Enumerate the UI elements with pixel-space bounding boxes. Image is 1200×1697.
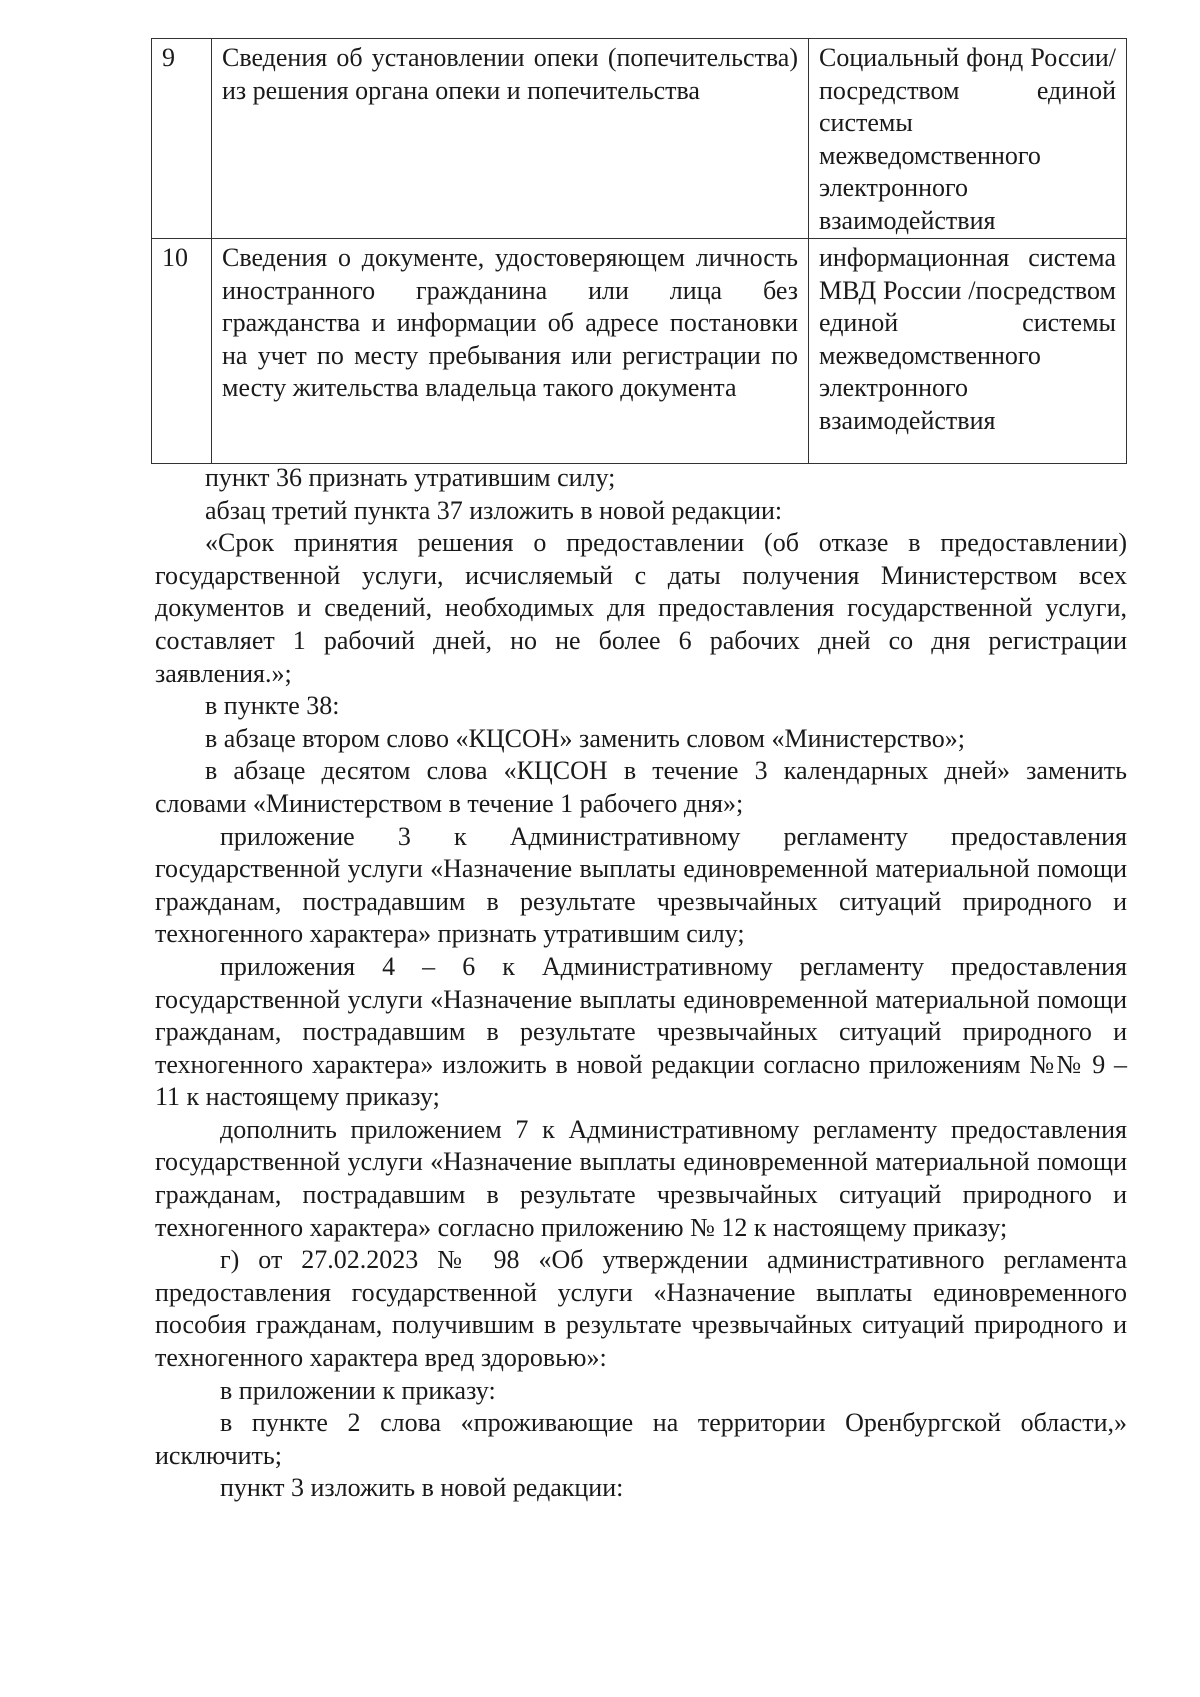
paragraph: абзац третий пункта 37 изложить в новой редакции: <box>205 495 783 525</box>
paragraph: в абзаце втором слово «КЦСОН» заменить словом «Министерство»; <box>205 723 965 753</box>
row-number: 10 <box>152 239 212 464</box>
paragraph: в пункте 2 слова «проживающие на территории Оренбургской области,» исключить; <box>155 1408 1127 1470</box>
paragraph: дополнить приложением 7 к Административному регламенту предоставления государственной услуги «Назначение выплаты единовременной материальной помощи гражданам, пострадавшим в результате чрезвычайных ситуаций природного и техногенного характера» согласно приложению № 12 к настоящему приказу; <box>155 1114 1127 1242</box>
table-row <box>152 239 1127 464</box>
row-description: Сведения об установлении опеки (попечительства) из решения органа опеки и попечительства <box>212 39 809 239</box>
paragraph: в приложении к приказу: <box>220 1375 496 1405</box>
row-source: Социальный фонд России/ посредством единой системы межведомственного электронного взаимодействия <box>809 39 1127 239</box>
paragraph: приложение 3 к Административному регламенту предоставления государственной услуги «Назначение выплаты единовременной материальной помощи гражданам, пострадавшим в результате чрезвычайных ситуаций природного и техногенного характера» признать утратившим силу; <box>155 821 1127 949</box>
sources-table <box>151 38 1127 464</box>
row-source: информационная система МВД России /посредством единой системы межведомственного электронного взаимодействия <box>809 239 1127 464</box>
paragraph: пункт 36 признать утратившим силу; <box>205 463 616 492</box>
paragraph: в пункте 38: <box>205 691 340 721</box>
paragraph: «Срок принятия решения о предоставлении (об отказе в предоставлении) государственной услуги, исчисляемый с даты получения Министерством всех документов и сведений, необходимых для предоставления государственной услуги, составляет 1 рабочий дней, но не более 6 рабочих дней со дня регистрации заявления.»; <box>155 528 1127 688</box>
document-body <box>155 462 1127 1505</box>
table-row <box>152 39 1127 239</box>
row-description: Сведения о документе, удостоверяющем личность иностранного гражданина или лица без гражданства и информации об адресе постановки на учет по месту пребывания или регистрации по месту жительства владельца такого документа <box>212 239 809 464</box>
paragraph: г) от 27.02.2023 № 98 «Об утверждении административного регламента предоставления государственной услуги «Назначение выплаты единовременного пособия гражданам, получившим в результате чрезвычайных ситуаций природного и техногенного характера вред здоровью»: <box>155 1245 1127 1373</box>
paragraph: в абзаце десятом слова «КЦСОН в течение 3 календарных дней» заменить словами «Министерством в течение 1 рабочего дня»; <box>155 756 1127 818</box>
paragraph: приложения 4 – 6 к Административному регламенту предоставления государственной услуги «Назначение выплаты единовременной материальной помощи гражданам, пострадавшим в результате чрезвычайных ситуаций природного и техногенного характера» изложить в новой редакции согласно приложениям №№ 9 – 11 к настоящему приказу; <box>155 951 1127 1112</box>
row-number: 9 <box>152 39 212 239</box>
paragraph: пункт 3 изложить в новой редакции: <box>220 1473 624 1503</box>
